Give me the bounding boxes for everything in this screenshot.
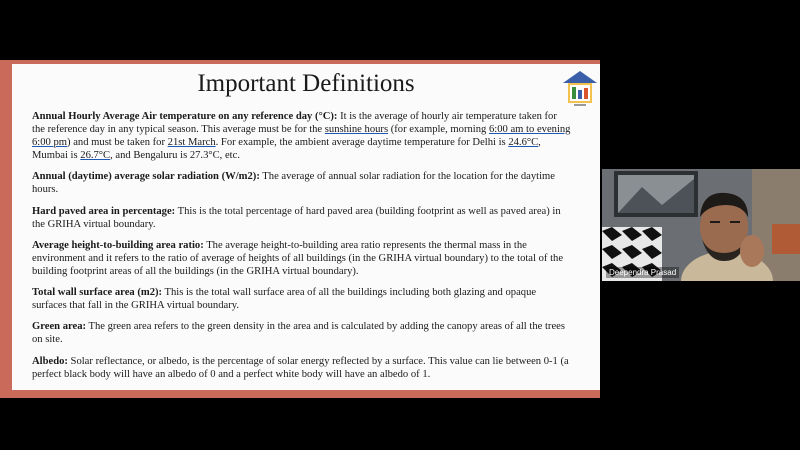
annotation-underline: 24.6°C — [508, 137, 539, 148]
participant-video-tile[interactable] — [602, 169, 800, 281]
slide-content — [12, 64, 600, 390]
annotation-underline: 6:00 am to evening 6:00 pm — [32, 124, 571, 148]
definition-text: (for example, morning — [388, 124, 489, 135]
definition-term: Albedo: — [32, 356, 68, 367]
definition-text: It is the average of hourly air temperature taken for the reference day in any typical season. This average must be for the — [32, 111, 557, 135]
definition-text: This is the total percentage of hard paved area (building footprint as well as paved area) in the GRIHA virtual boundary. — [32, 206, 561, 230]
definition-term: Annual (daytime) average solar radiation (W/m2): — [32, 171, 260, 182]
definition-term: Green area: — [32, 321, 87, 332]
griha-logo — [560, 68, 600, 108]
definition-text: The average height-to-building area ratio represents the thermal mass in the environment and it refers to the ratio of average of heights of all buildings (in the GRIHA virtual boundary) to the total of the building footprint areas of all the buildings (in the GRIHA virtual boundary). — [32, 240, 564, 277]
definition-text: , and Bengaluru is 27.3°C, etc. — [110, 150, 240, 161]
definition-term: Total wall surface area (m2): — [32, 287, 163, 298]
participant-video-icon — [602, 169, 800, 281]
definition-green-area — [32, 320, 572, 346]
definition-text: Solar reflectance, or albedo, is the percentage of solar energy reflected by a surface. This value can lie between 0-1 (a perfect black body will have an albedo of 0 and a perfect white body will have an albedo of 1. — [32, 356, 569, 380]
definition-solar-radiation — [32, 170, 572, 196]
definition-text: . For example, the ambient average daytime temperature for Delhi is — [215, 137, 509, 148]
annotation-underline: 21st March — [167, 137, 216, 148]
slide-title: Important Definitions — [197, 70, 415, 97]
definition-term: Average height-to-building area ratio: — [32, 240, 204, 251]
definition-hard-paved-area — [32, 205, 572, 231]
definition-wall-surface-area — [32, 286, 572, 312]
definition-term: Hard paved area in percentage: — [32, 206, 176, 217]
definition-air-temperature — [32, 110, 572, 162]
shared-slide — [0, 60, 600, 398]
definition-height-area-ratio — [32, 239, 572, 278]
definition-text: The average of annual solar radiation for the location for the daytime hours. — [32, 171, 555, 195]
definition-term: Annual Hourly Average Air temperature on any reference day (°C): — [32, 111, 338, 122]
definition-text: , Mumbai is — [32, 137, 541, 161]
definition-text: The green area refers to the green density in the area and is calculated by adding the canopy areas of all the trees on site. — [32, 321, 565, 345]
definition-text: This is the total wall surface area of all the buildings including both glazing and opaque surfaces that fall in the GRIHA virtual boundary. — [32, 287, 537, 311]
definition-text: ) and must be taken for — [67, 137, 168, 148]
annotation-underline: sunshine hours — [324, 124, 389, 135]
annotation-underline: 26.7°C — [80, 150, 111, 161]
participant-name-label: Deependra Prasad — [606, 267, 679, 278]
definition-albedo — [32, 355, 572, 381]
